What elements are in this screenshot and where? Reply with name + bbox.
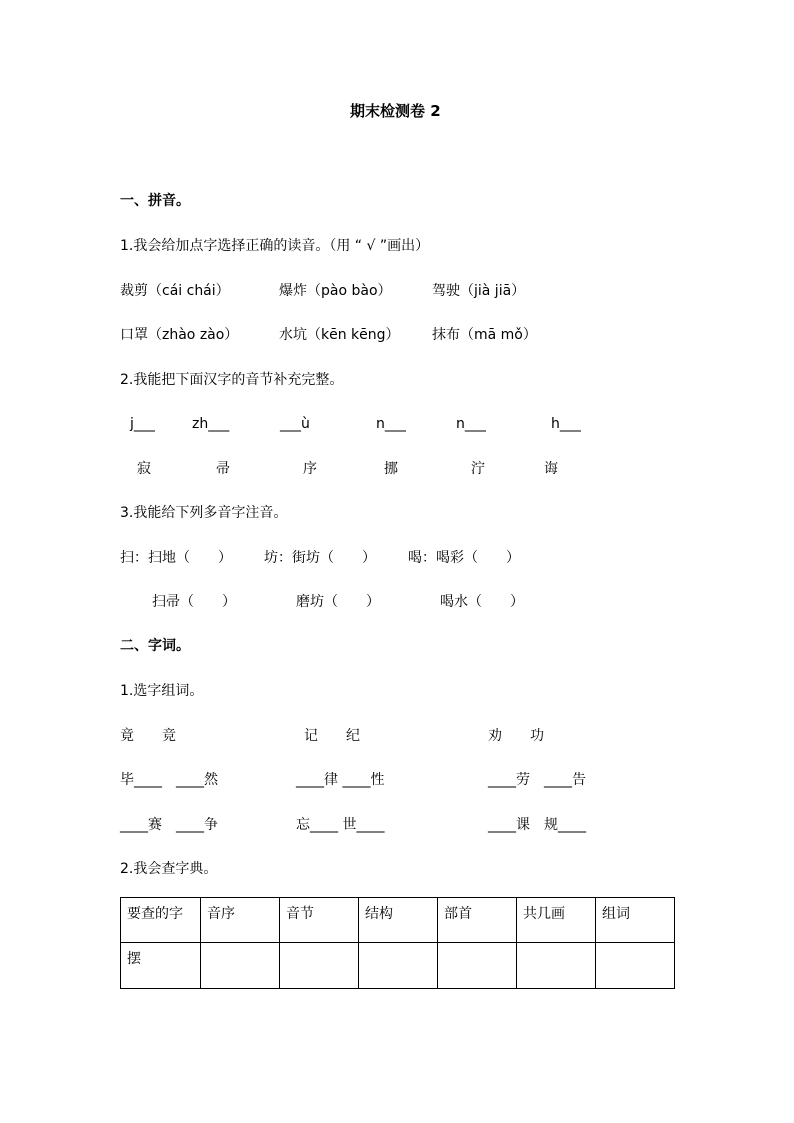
- table-cell-blank[interactable]: [359, 943, 438, 989]
- table-header-cell: 结构: [359, 898, 438, 943]
- word-fill-item[interactable]: ____课 规____: [488, 817, 586, 833]
- pinyin-choice-item: 裁剪（cái chái）: [120, 283, 230, 299]
- word-fill-item[interactable]: ____劳 ____告: [488, 772, 586, 788]
- syllable-blank[interactable]: ___ù: [280, 416, 310, 432]
- word-fill-item[interactable]: 忘____ 世____: [296, 817, 385, 833]
- table-header-cell: 组词: [596, 898, 675, 943]
- pinyin-choice-item: 抹布（mā mǒ）: [432, 327, 537, 343]
- table-cell-blank[interactable]: [438, 943, 517, 989]
- page-title: 期末检测卷 2: [350, 102, 441, 120]
- dictionary-table: [120, 897, 675, 989]
- table-header-cell: 要查的字: [121, 898, 201, 943]
- char-choice-group: 竟 竞: [120, 728, 176, 744]
- syllable-char: 挪: [384, 461, 398, 477]
- table-cell-blank[interactable]: [280, 943, 359, 989]
- syllable-blank[interactable]: h___: [551, 416, 581, 432]
- s2-q2-prompt: 2.我会查字典。: [120, 861, 218, 877]
- polyphone-item: 扫：扫地（ ）: [120, 550, 232, 566]
- syllable-blank[interactable]: n___: [376, 416, 406, 432]
- char-choice-group: 劝 功: [488, 728, 544, 744]
- word-fill-item[interactable]: ____律 ____性: [296, 772, 385, 788]
- table-header-cell: 共几画: [517, 898, 596, 943]
- syllable-char: 序: [303, 461, 317, 477]
- syllable-char: 诲: [544, 461, 558, 477]
- table-header-cell: 音序: [201, 898, 280, 943]
- s2-q1-prompt: 1.选字组词。: [120, 683, 204, 699]
- section1-heading: 一、拼音。: [120, 193, 190, 209]
- polyphone-item: 坊：街坊（ ）: [264, 550, 376, 566]
- table-header-row: [121, 898, 675, 943]
- polyphone-item: 扫帚（ ）: [152, 594, 236, 610]
- pinyin-choice-item: 水坑（kēn kēng）: [279, 327, 400, 343]
- q3-prompt: 3.我能给下列多音字注音。: [120, 505, 288, 521]
- polyphone-item: 喝：喝彩（ ）: [408, 550, 520, 566]
- syllable-char: 寂: [137, 461, 151, 477]
- pinyin-choice-item: 爆炸（pào bào）: [279, 283, 392, 299]
- word-fill-item[interactable]: 毕____ ____然: [120, 772, 218, 788]
- pinyin-choice-item: 口罩（zhào zào）: [120, 327, 239, 343]
- syllable-char: 泞: [471, 461, 485, 477]
- table-header-cell: 部首: [438, 898, 517, 943]
- table-cell-char: 摆: [121, 943, 201, 989]
- syllable-blank[interactable]: zh___: [192, 416, 230, 432]
- table-cell-blank[interactable]: [596, 943, 675, 989]
- pinyin-choice-item: 驾驶（jià jiā）: [432, 283, 526, 299]
- word-fill-item[interactable]: ____赛 ____争: [120, 817, 218, 833]
- table-row: [121, 943, 675, 989]
- polyphone-item: 磨坊（ ）: [296, 594, 380, 610]
- table-cell-blank[interactable]: [517, 943, 596, 989]
- q1-prompt: 1.我会给加点字选择正确的读音。（用 “ √ ”画出）: [120, 238, 430, 254]
- syllable-char: 帚: [216, 461, 230, 477]
- section2-heading: 二、字词。: [120, 638, 190, 654]
- syllable-blank[interactable]: j___: [130, 416, 155, 432]
- table-header-cell: 音节: [280, 898, 359, 943]
- table-cell-blank[interactable]: [201, 943, 280, 989]
- char-choice-group: 记 纪: [304, 728, 360, 744]
- polyphone-item: 喝水（ ）: [440, 594, 524, 610]
- q2-prompt: 2.我能把下面汉字的音节补充完整。: [120, 372, 344, 388]
- syllable-blank[interactable]: n___: [456, 416, 486, 432]
